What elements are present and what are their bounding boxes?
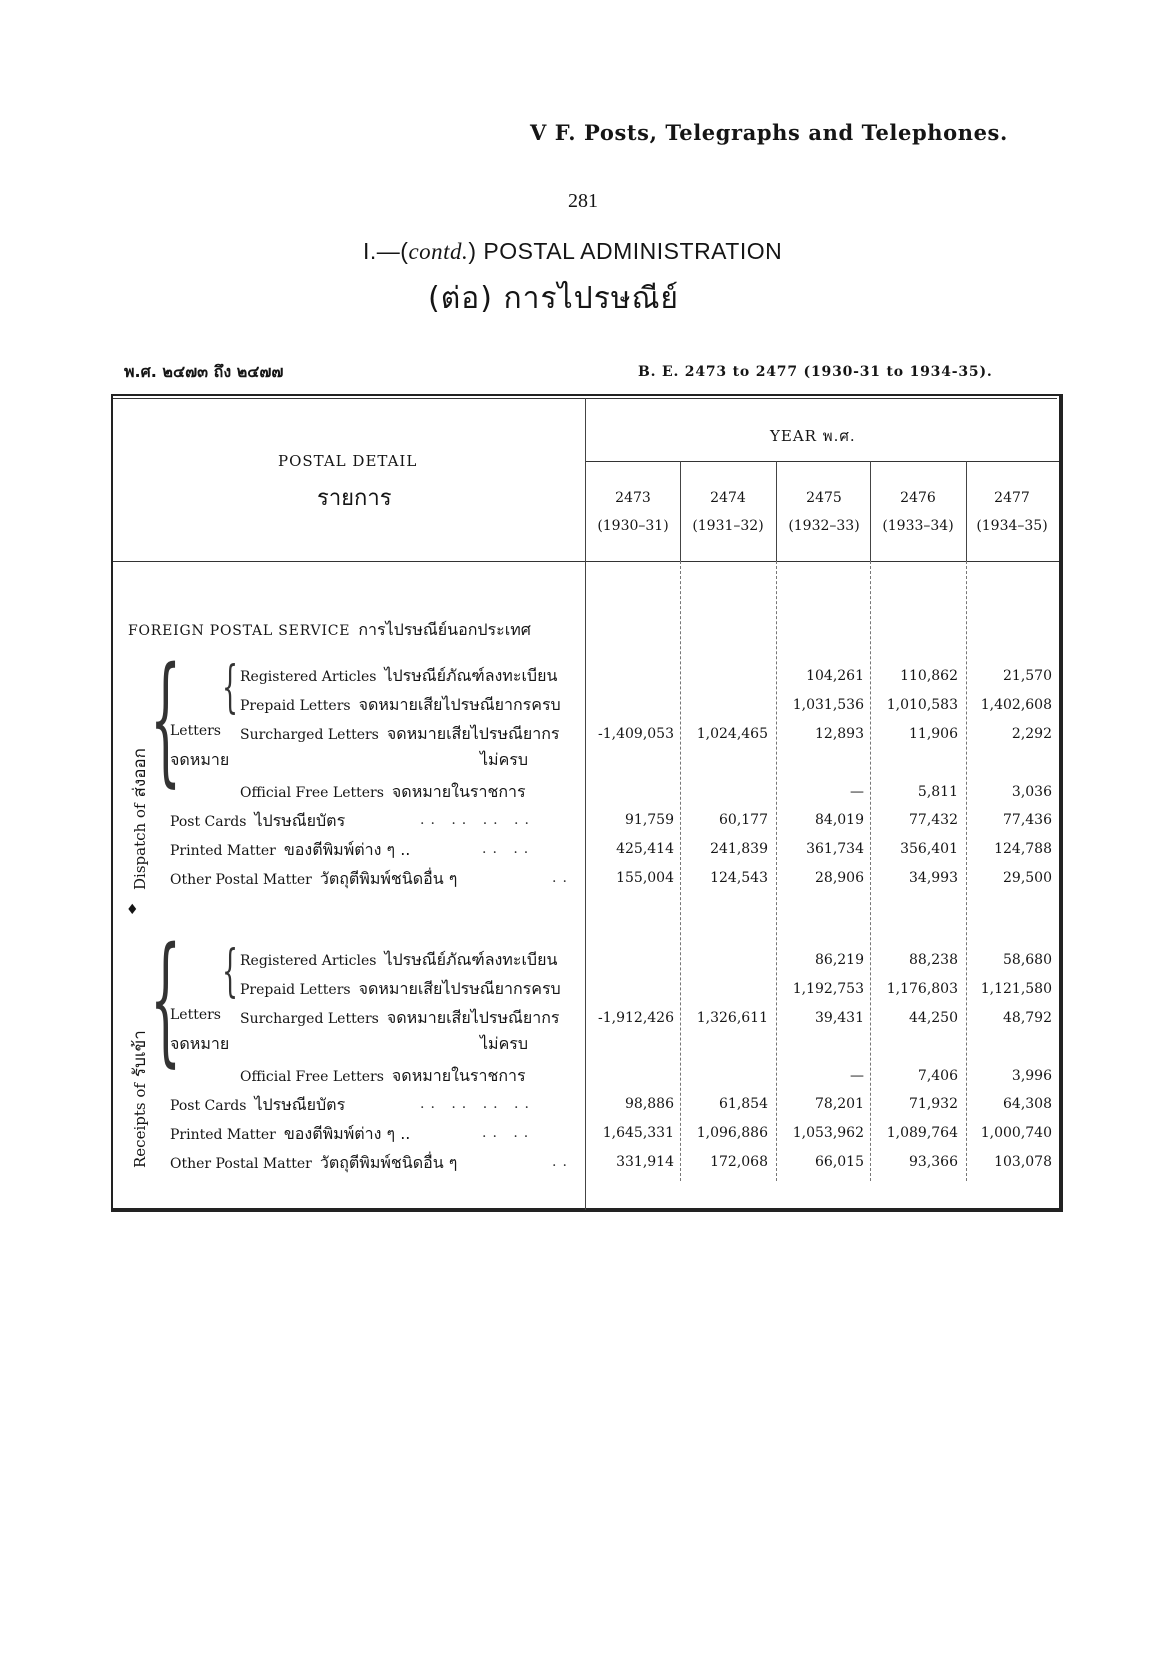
label-en: Surcharged Letters — [240, 1011, 379, 1027]
receipts-prepaid-2476: 1,176,803 — [886, 981, 958, 997]
label-en: Other Postal Matter — [170, 1156, 312, 1172]
label-th: จดหมายเสียไปรษณียากรครบ — [358, 979, 561, 998]
label-th: วัตถุตีพิมพ์ชนิดอื่น ๆ — [319, 1153, 458, 1172]
year-ad-2476: (1933–34) — [882, 518, 954, 534]
dispatch-other-2474: 124,543 — [710, 870, 768, 886]
dispatch-side-th: ส่งออก — [130, 748, 150, 798]
label-en: Printed Matter — [170, 843, 276, 859]
year-ad-2474: (1931–32) — [692, 518, 764, 534]
year-col-divider-1 — [680, 461, 681, 561]
label-th: ไปรษณีย์ภัณฑ์ลงทะเบียน — [384, 666, 558, 685]
receipts-side-en: Receipts of — [131, 1083, 149, 1168]
year-be-2476: 2476 — [900, 490, 936, 506]
service-heading-en: FOREIGN POSTAL SERVICE — [128, 623, 351, 639]
receipts-postcards-2476: 71,932 — [909, 1096, 958, 1112]
label-th: ไปรษณียบัตร — [254, 1095, 346, 1114]
receipts-registered-label — [240, 948, 557, 973]
label-en: Official Free Letters — [240, 785, 384, 801]
dispatch-official-2477: 3,036 — [1011, 784, 1052, 800]
receipts-printed-2477: 1,000,740 — [980, 1125, 1052, 1141]
year-range-thai: พ.ศ. ๒๔๗๓ ถึง ๒๔๗๗ — [124, 362, 284, 381]
title-contd: contd. — [408, 239, 469, 264]
dispatch-printed-2475: 361,734 — [806, 841, 864, 857]
receipts-official-2477: 3,996 — [1011, 1068, 1052, 1084]
receipts-printed-2473: 1,645,331 — [602, 1125, 674, 1141]
label-th: ไปรษณียบัตร — [254, 811, 346, 830]
bullet-mark: ♦ — [126, 902, 139, 918]
dispatch-other-label — [170, 867, 457, 892]
receipts-printed-2475: 1,053,962 — [792, 1125, 864, 1141]
receipts-registered-2476: 88,238 — [909, 952, 958, 968]
receipts-registered-2475: 86,219 — [815, 952, 864, 968]
dispatch-surcharged-label-th2: ไม่ครบ — [480, 750, 529, 769]
dispatch-prepaid-2477: 1,402,608 — [980, 697, 1052, 713]
label-en: Official Free Letters — [240, 1069, 384, 1085]
receipts-letters-2474: 1,326,611 — [696, 1010, 768, 1026]
receipts-prepaid-2475: 1,192,753 — [792, 981, 864, 997]
receipts-letters-2473: -1,912,426 — [598, 1010, 674, 1026]
label-en: Post Cards — [170, 1098, 247, 1114]
receipts-other-2474: 172,068 — [710, 1154, 768, 1170]
dispatch-printed-2474: 241,839 — [710, 841, 768, 857]
dispatch-printed-dots: .. .. — [482, 841, 535, 857]
receipts-surcharged-2477: 48,792 — [1003, 1010, 1052, 1026]
label-th: ไปรษณีย์ภัณฑ์ลงทะเบียน — [384, 950, 558, 969]
dispatch-letters-2474: 1,024,465 — [696, 726, 768, 742]
dispatch-surcharged-2476: 11,906 — [909, 726, 958, 742]
detail-column-divider — [585, 398, 586, 1210]
receipts-registered-2477: 58,680 — [1003, 952, 1052, 968]
label-th: ของตีพิมพ์ต่าง ๆ .. — [283, 840, 411, 859]
receipts-postcards-2475: 78,201 — [815, 1096, 864, 1112]
table-title-english — [363, 238, 782, 265]
receipts-postcards-dots: .. .. .. .. — [420, 1096, 535, 1112]
service-heading — [128, 618, 531, 643]
year-be-2473: 2473 — [615, 490, 651, 506]
dispatch-printed-label — [170, 838, 410, 863]
receipts-printed-2476: 1,089,764 — [886, 1125, 958, 1141]
receipts-surcharged-label — [240, 1006, 560, 1031]
receipts-other-2476: 93,366 — [909, 1154, 958, 1170]
receipts-printed-label — [170, 1122, 410, 1147]
label-en: Registered Articles — [240, 669, 377, 685]
title-suffix: ) POSTAL ADMINISTRATION — [468, 238, 783, 264]
label-th: จดหมายเสียไปรษณียากร — [386, 1008, 560, 1027]
postal-detail-header: POSTAL DETAIL — [278, 452, 418, 470]
frame-double-right — [1061, 394, 1063, 1212]
year-be-2477: 2477 — [994, 490, 1030, 506]
label-en: Prepaid Letters — [240, 982, 351, 998]
receipts-side-th: รับเข้า — [130, 1030, 150, 1078]
dispatch-official-label — [240, 780, 526, 805]
dispatch-brace: { — [150, 638, 182, 801]
receipts-other-label — [170, 1151, 457, 1176]
year-col-divider-4 — [966, 461, 967, 561]
label-en: Post Cards — [170, 814, 247, 830]
receipts-postcards-2474: 61,854 — [719, 1096, 768, 1112]
receipts-prepaid-label — [240, 977, 561, 1002]
dispatch-surcharged-2477: 2,292 — [1011, 726, 1052, 742]
receipts-other-2477: 103,078 — [994, 1154, 1052, 1170]
page-number: 281 — [568, 190, 598, 212]
dispatch-postcards-2473: 91,759 — [625, 812, 674, 828]
receipts-postcards-2477: 64,308 — [1003, 1096, 1052, 1112]
receipts-letters-en: Letters — [170, 1007, 221, 1023]
receipts-side-label — [126, 1030, 153, 1168]
year-ad-2475: (1932–33) — [788, 518, 860, 534]
dispatch-side-en: Dispatch of — [131, 803, 149, 890]
receipts-letters-brace: { — [222, 939, 239, 1004]
year-col-divider-3 — [870, 461, 871, 561]
title-prefix: I.—( — [363, 238, 409, 264]
dispatch-letters-en: Letters — [170, 723, 221, 739]
dispatch-surcharged-label — [240, 722, 560, 747]
receipts-surcharged-label-th2: ไม่ครบ — [480, 1034, 529, 1053]
year-col-divider-2 — [776, 461, 777, 561]
dispatch-postcards-2476: 77,432 — [909, 812, 958, 828]
label-th: จดหมายในราชการ — [391, 1066, 526, 1085]
dispatch-prepaid-2476: 1,010,583 — [886, 697, 958, 713]
dispatch-postcards-2477: 77,436 — [1003, 812, 1052, 828]
dispatch-letters-th: จดหมาย — [170, 750, 230, 769]
label-en: Registered Articles — [240, 953, 377, 969]
dispatch-other-2477: 29,500 — [1003, 870, 1052, 886]
receipts-printed-2474: 1,096,886 — [696, 1125, 768, 1141]
receipts-other-dots: .. — [552, 1154, 573, 1170]
dispatch-other-2473: 155,004 — [616, 870, 674, 886]
dispatch-official-2476: 5,811 — [917, 784, 958, 800]
service-heading-th: การไปรษณีย์นอกประเทศ — [358, 620, 531, 639]
year-range-english: B. E. 2473 to 2477 (1930-31 to 1934-35). — [638, 364, 993, 380]
receipts-other-2475: 66,015 — [815, 1154, 864, 1170]
year-ad-2477: (1934–35) — [976, 518, 1048, 534]
receipts-official-label — [240, 1064, 526, 1089]
year-header-rule — [585, 461, 1059, 462]
receipts-prepaid-2477: 1,121,580 — [980, 981, 1052, 997]
label-th: จดหมายในราชการ — [391, 782, 526, 801]
dispatch-printed-2473: 425,414 — [616, 841, 674, 857]
year-be-2475: 2475 — [806, 490, 842, 506]
receipts-surcharged-2476: 44,250 — [909, 1010, 958, 1026]
dispatch-registered-label — [240, 664, 557, 689]
dispatch-prepaid-label — [240, 693, 561, 718]
dispatch-printed-2476: 356,401 — [900, 841, 958, 857]
dispatch-letters-brace: { — [222, 655, 239, 720]
receipts-official-2475: — — [850, 1068, 864, 1084]
label-en: Surcharged Letters — [240, 727, 379, 743]
receipts-official-2476: 7,406 — [917, 1068, 958, 1084]
year-ad-2473: (1930–31) — [597, 518, 669, 534]
dispatch-registered-2475: 104,261 — [806, 668, 864, 684]
dispatch-postcards-dots: .. .. .. .. — [420, 812, 535, 828]
dispatch-other-dots: .. — [552, 870, 573, 886]
label-en: Other Postal Matter — [170, 872, 312, 888]
label-th: ของตีพิมพ์ต่าง ๆ .. — [283, 1124, 411, 1143]
label-th: จดหมายเสียไปรษณียากร — [386, 724, 560, 743]
dispatch-postcards-label — [170, 809, 345, 834]
postal-detail-header-thai: รายการ — [317, 486, 392, 511]
header-bottom-rule — [113, 561, 1059, 562]
frame-double-bottom — [111, 1210, 1061, 1212]
dispatch-prepaid-2475: 1,031,536 — [792, 697, 864, 713]
receipts-surcharged-2475: 39,431 — [815, 1010, 864, 1026]
receipts-letters-th: จดหมาย — [170, 1034, 230, 1053]
label-en: Prepaid Letters — [240, 698, 351, 714]
label-th: จดหมายเสียไปรษณียากรครบ — [358, 695, 561, 714]
dispatch-registered-2477: 21,570 — [1003, 668, 1052, 684]
label-en: Printed Matter — [170, 1127, 276, 1143]
dispatch-side-label — [126, 748, 153, 890]
receipts-postcards-2473: 98,886 — [625, 1096, 674, 1112]
year-header: YEAR พ.ศ. — [770, 427, 856, 445]
table-title-thai: (ต่อ) การไปรษณีย์ — [428, 281, 679, 316]
dispatch-surcharged-2475: 12,893 — [815, 726, 864, 742]
dispatch-other-2475: 28,906 — [815, 870, 864, 886]
receipts-postcards-label — [170, 1093, 345, 1118]
receipts-brace: { — [150, 918, 182, 1081]
dispatch-official-2475: — — [850, 784, 864, 800]
dispatch-postcards-2475: 84,019 — [815, 812, 864, 828]
dispatch-registered-2476: 110,862 — [900, 668, 958, 684]
section-title: V F. Posts, Telegraphs and Telephones. — [530, 120, 1008, 145]
dispatch-letters-2473: -1,409,053 — [598, 726, 674, 742]
dispatch-postcards-2474: 60,177 — [719, 812, 768, 828]
label-th: วัตถุตีพิมพ์ชนิดอื่น ๆ — [319, 869, 458, 888]
year-be-2474: 2474 — [710, 490, 746, 506]
dispatch-printed-2477: 124,788 — [994, 841, 1052, 857]
dispatch-other-2476: 34,993 — [909, 870, 958, 886]
receipts-printed-dots: .. .. — [482, 1125, 535, 1141]
receipts-other-2473: 331,914 — [616, 1154, 674, 1170]
